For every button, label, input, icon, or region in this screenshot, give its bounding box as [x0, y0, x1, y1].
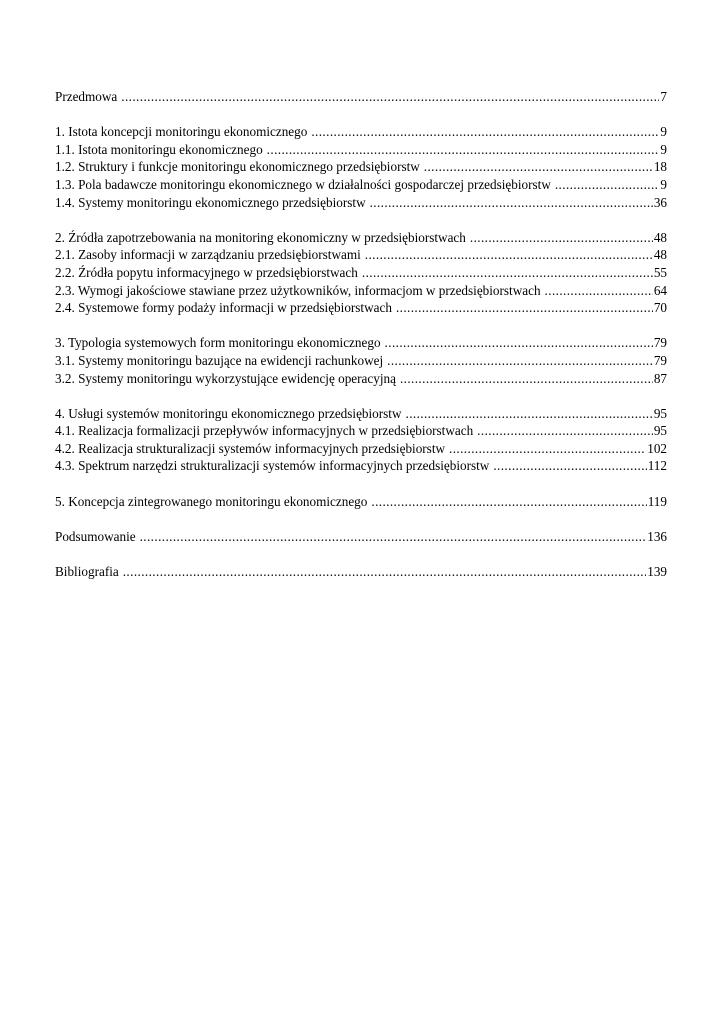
toc-entry	[55, 352, 667, 370]
toc-entry-page-number: 18	[653, 159, 667, 175]
toc-leader-dots	[477, 422, 653, 440]
toc-entry	[55, 440, 667, 458]
toc-leader-dots	[449, 440, 646, 458]
toc-entry	[55, 229, 667, 247]
toc-entry-page-number: 48	[653, 247, 667, 263]
toc-entry-title: 2. Źródła zapotrzebowania na monitoring ekonomiczny w przedsiębiorstwach	[55, 229, 466, 245]
toc-entry	[55, 422, 667, 440]
toc-entry	[55, 88, 667, 106]
toc-entry	[55, 493, 667, 511]
toc-section	[55, 88, 667, 106]
toc-entry	[55, 405, 667, 423]
toc-leader-dots	[371, 493, 646, 511]
toc-leader-dots	[424, 158, 653, 176]
toc-leader-dots	[387, 352, 653, 370]
toc-entry	[55, 334, 667, 352]
toc-entry-title: 5. Koncepcja zintegrowanego monitoringu ekonomicznego	[55, 493, 368, 509]
toc-entry-title: 2.2. Źródła popytu informacyjnego w przedsiębiorstwach	[55, 264, 358, 280]
toc-entry-title: 4.3. Spektrum narzędzi strukturalizacji systemów informacyjnych przedsiębiorstw	[55, 458, 490, 474]
toc-entry-page-number: 95	[653, 405, 667, 421]
toc-leader-dots	[311, 123, 659, 141]
toc-leader-dots	[406, 405, 653, 423]
toc-entry	[55, 246, 667, 264]
toc-entry-page-number: 139	[647, 564, 667, 580]
toc-leader-dots	[140, 528, 647, 546]
toc-section	[55, 563, 667, 581]
toc-leader-dots	[267, 141, 660, 159]
toc-entry	[55, 563, 667, 581]
toc-entry-page-number: 55	[653, 264, 667, 280]
toc-section	[55, 528, 667, 546]
toc-entry-title: 2.3. Wymogi jakościowe stawiane przez użytkowników, informacjom w przedsiębiorstwach	[55, 282, 541, 298]
toc-entry	[55, 176, 667, 194]
toc-entry-title: 4.2. Realizacja strukturalizacji systemów informacyjnych przedsiębiorstw	[55, 440, 446, 456]
toc-entry-page-number: 9	[660, 141, 667, 157]
toc-entry-page-number: 95	[653, 423, 667, 439]
toc-leader-dots	[365, 246, 653, 264]
toc-section	[55, 123, 667, 211]
toc-entry-page-number: 64	[653, 282, 667, 298]
toc-leader-dots	[396, 299, 653, 317]
toc-leader-dots	[362, 264, 653, 282]
toc-entry	[55, 370, 667, 388]
toc-entry	[55, 123, 667, 141]
toc-entry	[55, 141, 667, 159]
toc-entry	[55, 194, 667, 212]
toc-entry-title: Podsumowanie	[55, 528, 136, 544]
toc-entry	[55, 158, 667, 176]
toc-entry	[55, 457, 667, 475]
toc-entry-title: 1. Istota koncepcji monitoringu ekonomicznego	[55, 124, 308, 140]
toc-entry	[55, 282, 667, 300]
toc-entry-page-number: 9	[660, 124, 667, 140]
toc-leader-dots	[121, 88, 659, 106]
toc-leader-dots	[493, 457, 646, 475]
toc-leader-dots	[470, 229, 653, 247]
toc-entry-title: 2.4. Systemowe formy podaży informacji w przedsiębiorstwach	[55, 300, 392, 316]
toc-leader-dots	[385, 334, 653, 352]
toc-entry-title: Bibliografia	[55, 564, 119, 580]
toc-entry-page-number: 70	[653, 300, 667, 316]
toc-entry	[55, 299, 667, 317]
toc-leader-dots	[370, 194, 653, 212]
toc-entry-page-number: 102	[647, 440, 667, 456]
toc-entry-page-number: 79	[653, 335, 667, 351]
toc-entry-page-number: 136	[647, 528, 667, 544]
toc-section	[55, 405, 667, 475]
toc-entry-title: 3.1. Systemy monitoringu bazujące na ewidencji rachunkowej	[55, 352, 384, 368]
table-of-contents	[55, 88, 667, 598]
toc-entry-page-number: 112	[647, 458, 667, 474]
toc-entry-title: 1.1. Istota monitoringu ekonomicznego	[55, 141, 263, 157]
toc-entry-page-number: 87	[653, 370, 667, 386]
toc-entry-page-number: 48	[653, 229, 667, 245]
toc-entry-title: 4.1. Realizacja formalizacji przepływów informacyjnych w przedsiębiorstwach	[55, 423, 474, 439]
toc-entry-page-number: 79	[653, 352, 667, 368]
toc-entry-title: 1.4. Systemy monitoringu ekonomicznego przedsiębiorstw	[55, 194, 366, 210]
toc-leader-dots	[123, 563, 646, 581]
toc-entry-title: 1.2. Struktury i funkcje monitoringu ekonomicznego przedsiębiorstw	[55, 159, 420, 175]
toc-entry-title: Przedmowa	[55, 89, 118, 104]
toc-section	[55, 229, 667, 317]
toc-entry-title: 3. Typologia systemowych form monitoringu ekonomicznego	[55, 335, 381, 351]
toc-entry-page-number: 9	[660, 176, 667, 192]
toc-entry-title: 1.3. Pola badawcze monitoringu ekonomicznego w działalności gospodarczej przedsiębiorstw	[55, 176, 551, 192]
toc-entry-title: 4. Usługi systemów monitoringu ekonomicznego przedsiębiorstw	[55, 405, 402, 421]
toc-entry	[55, 264, 667, 282]
toc-entry	[55, 528, 667, 546]
toc-leader-dots	[400, 370, 653, 388]
toc-entry-page-number: 36	[653, 194, 667, 210]
toc-section	[55, 334, 667, 387]
toc-leader-dots	[545, 282, 653, 300]
toc-entry-page-number: 119	[647, 493, 667, 509]
toc-section	[55, 493, 667, 511]
toc-leader-dots	[555, 176, 660, 194]
toc-entry-title: 3.2. Systemy monitoringu wykorzystujące ewidencję operacyjną	[55, 370, 396, 386]
toc-entry-title: 2.1. Zasoby informacji w zarządzaniu przedsiębiorstwami	[55, 247, 361, 263]
toc-entry-page-number: 7	[660, 89, 667, 104]
